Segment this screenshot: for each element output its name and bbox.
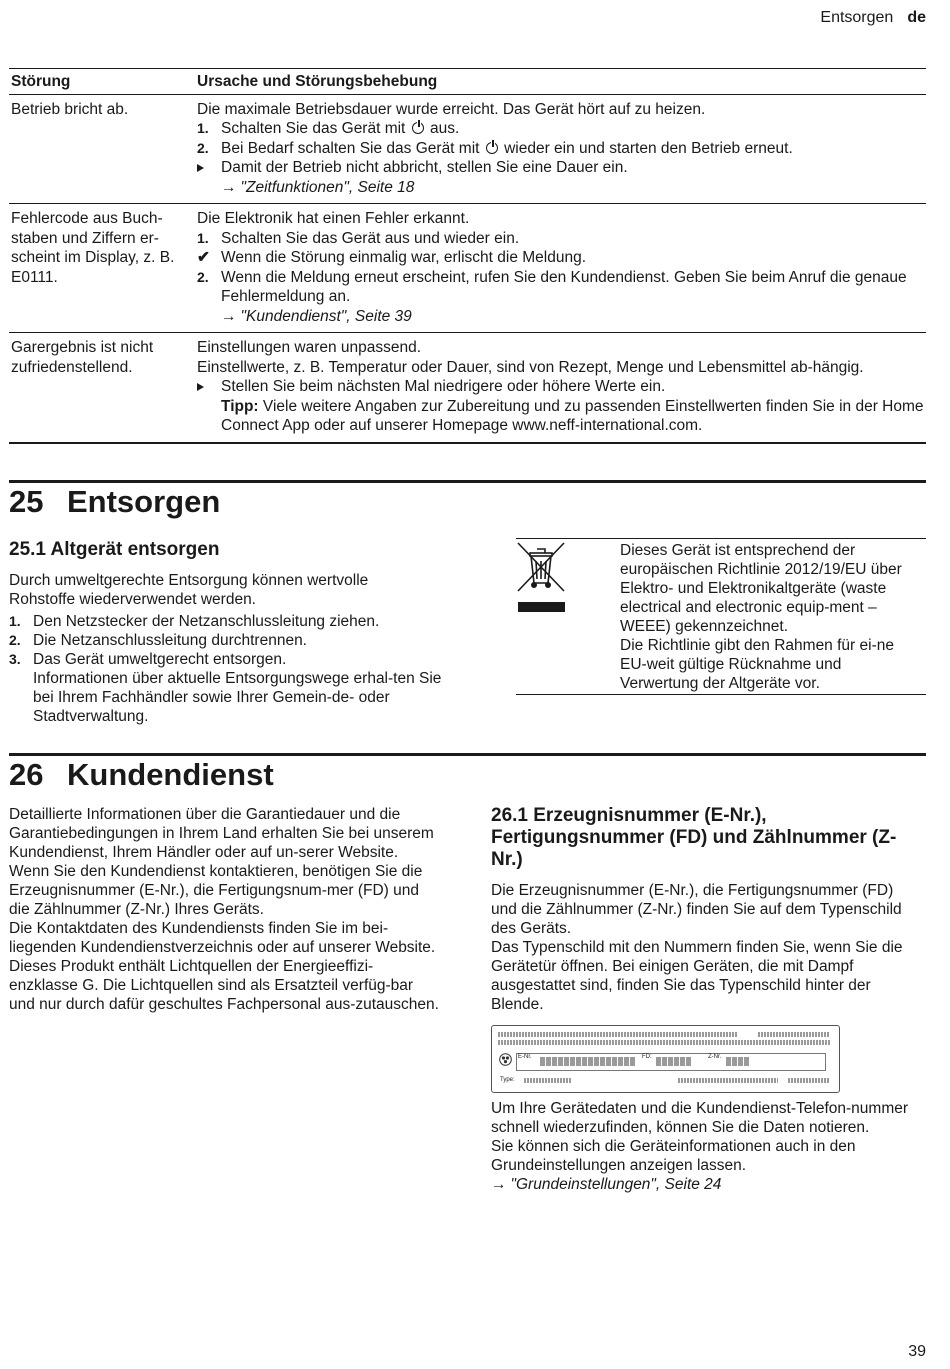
step-number: 1. xyxy=(197,229,209,246)
section-heading-25 xyxy=(9,484,220,520)
paragraph: Das Typenschild mit den Nummern finden Sie, wenn Sie die Gerätetür öffnen. Bei einigen Geräten, die mit Dampf ausgestattet sind, finden Sie das Typenschild hinter der Blende. xyxy=(491,939,903,1013)
step-item xyxy=(197,119,926,139)
step-text-end: wieder ein und starten den Betrieb erneut. xyxy=(499,139,793,157)
fault-cell: Garergebnis ist nicht zufriedenstellend. xyxy=(11,339,154,376)
cause-text: Einstellungen waren unpassend. xyxy=(197,339,422,356)
step-number: 2. xyxy=(197,139,209,156)
bullet-text: Stellen Sie beim nächsten Mal niedrigere oder höhere Werte ein. xyxy=(221,378,666,395)
col-header-fault: Störung xyxy=(11,73,71,90)
weee-paragraph: Die Richtlinie gibt den Rahmen für ei-ne EU-weit gültige Rücknahme und Verwertung der Altgeräte vor. xyxy=(620,637,894,692)
troubleshooting-table xyxy=(9,68,926,444)
step-text: Die Netzanschlussleitung durchtrennen. xyxy=(33,632,307,649)
paragraph: Die Erzeugnisnummer (E-Nr.), die Fertigungsnummer (FD) und die Zählnummer (Z-Nr.) finden Sie auf dem Typenschild des Geräts. xyxy=(491,882,902,937)
result-text: Wenn die Störung einmalig war, erlischt die Meldung. xyxy=(221,249,587,266)
step-number: 1. xyxy=(197,120,209,136)
triangle-bullet-icon xyxy=(197,164,204,172)
step-text: Das Gerät umweltgerecht entsorgen. xyxy=(33,651,287,668)
step-number: 2. xyxy=(9,632,21,648)
table-row xyxy=(9,95,926,205)
section-title: Kundendienst xyxy=(67,757,274,792)
bullet-item xyxy=(197,158,926,178)
cross-reference[interactable] xyxy=(197,178,926,198)
header-language: de xyxy=(907,9,926,26)
cause-cell xyxy=(197,100,926,198)
disposal-info: Informationen über aktuelle Entsorgungswege erhal-ten Sie bei Ihrem Fachhändler sowie Ihrer Gemein-de- oder Stadtverwaltung. xyxy=(33,670,442,725)
section-number: 25 xyxy=(9,484,44,519)
cause-text: Die maximale Betriebsdauer wurde erreicht. Das Gerät hört auf zu heizen. xyxy=(197,100,706,118)
paragraph: Wenn Sie den Kundendienst kontaktieren, benötigen Sie die Erzeugnisnummer (E-Nr.), die Fertigungsnum-mer (FD) und die Zählnummer (Z-Nr.) Ihres Geräts. xyxy=(9,863,423,918)
cause-text: Einstellwerte, z. B. Temperatur oder Dauer, sind von Rezept, Menge und Lebensmittel ab-hängig. xyxy=(197,358,864,376)
rating-plate-image xyxy=(491,1025,840,1093)
weee-paragraph: Dieses Gerät ist entsprechend der europäischen Richtlinie 2012/19/EU über Elektro- und Elektronikaltgeräte (waste electrical and electronic equip-ment – WEEE) gekennzeichnet. xyxy=(620,542,902,635)
cross-reference[interactable] xyxy=(197,307,926,327)
arrow-right-icon: → xyxy=(491,1176,507,1193)
step-item xyxy=(197,229,926,249)
paragraph: Um Ihre Gerätedaten und die Kundendienst-Telefon-nummer schnell wiederzufinden, können Sie die Daten notieren. xyxy=(491,1100,909,1136)
step-text: Wenn die Meldung erneut erscheint, rufen Sie den Kundendienst. Geben Sie beim Anruf die genaue Fehlermeldung an. xyxy=(221,268,907,305)
tip xyxy=(197,397,926,436)
power-icon xyxy=(486,142,498,154)
step-number: 1. xyxy=(9,613,21,629)
device-data-text xyxy=(491,1099,916,1194)
step-number: 3. xyxy=(9,651,21,667)
step-item xyxy=(9,612,449,631)
disposal-steps xyxy=(9,612,449,726)
plate-enr-label: E-Nr. xyxy=(518,1054,532,1060)
table-row xyxy=(9,333,926,444)
plate-fd-label: FD: xyxy=(642,1054,652,1060)
weee-text xyxy=(620,541,920,693)
section-title: Entsorgen xyxy=(67,484,221,519)
tip-label: Tipp: xyxy=(221,397,259,415)
bullet-text: Damit der Betrieb nicht abbricht, stellen Sie eine Dauer ein. xyxy=(221,159,628,176)
cross-reference[interactable] xyxy=(491,1175,916,1194)
reference-text: "Kundendienst", Seite 39 xyxy=(240,307,412,325)
page-number: 39 xyxy=(908,1343,926,1360)
triangle-bullet-icon xyxy=(197,383,204,391)
step-text: Schalten Sie das Gerät mit xyxy=(221,120,410,137)
subsection-heading-25-1: 25.1 Altgerät entsorgen xyxy=(9,539,220,560)
reference-text: "Zeitfunktionen", Seite 18 xyxy=(240,178,415,196)
section-rule xyxy=(9,753,926,756)
col-header-cause: Ursache und Störungsbehebung xyxy=(197,73,438,90)
step-item xyxy=(197,268,926,307)
power-icon xyxy=(412,122,424,134)
result-item xyxy=(197,248,926,268)
paragraph: Sie können sich die Geräteinformationen auch in den Grundeinstellungen anzeigen lassen. xyxy=(491,1138,856,1174)
table-header-row xyxy=(9,69,926,95)
fault-cell: Fehlercode aus Buch-staben und Ziffern er-scheint im Display, z. B. E0111. xyxy=(11,210,175,286)
tip-text: Viele weitere Angaben zur Zubereitung und zu passenden Einstellwerten finden Sie in der Home Connect App oder auf unserer Homepage www.neff-international.com. xyxy=(221,397,924,434)
step-item xyxy=(197,139,926,159)
step-number: 2. xyxy=(197,268,209,285)
serial-number-text xyxy=(491,881,916,1014)
step-text: Schalten Sie das Gerät aus und wieder ein. xyxy=(221,229,520,247)
arrow-right-icon: → xyxy=(221,178,237,196)
step-text: Bei Bedarf schalten Sie das Gerät mit xyxy=(221,139,484,157)
cause-text: Die Elektronik hat einen Fehler erkannt. xyxy=(197,210,470,227)
reference-text: "Grundeinstellungen", Seite 24 xyxy=(510,1176,722,1193)
running-header xyxy=(820,9,926,27)
subsection-heading-26-1: 26.1 Erzeugnisnummer (E-Nr.), Fertigungsnummer (FD) und Zählnummer (Z-Nr.) xyxy=(491,805,897,870)
disposal-intro: Durch umweltgerechte Entsorgung können wertvolle Rohstoffe wiederverwendet werden. xyxy=(9,572,369,608)
section-number: 26 xyxy=(9,757,44,792)
arrow-right-icon: → xyxy=(221,307,237,325)
paragraph: Dieses Produkt enthält Lichtquellen der Energieeffizi-enzklasse G. Die Lichtquellen sind als Ersatzteil verfüg-bar und nur durch dafür geschultes Fachpersonal aus-zutauschen. xyxy=(9,958,439,1013)
section-heading-26 xyxy=(9,757,274,793)
plate-type-label: Type: xyxy=(500,1077,515,1083)
cause-cell xyxy=(197,209,926,326)
bullet-item xyxy=(197,377,926,397)
step-text: Den Netzstecker der Netzanschlussleitung ziehen. xyxy=(33,613,380,630)
plate-znr-label: Z-Nr. xyxy=(708,1054,722,1060)
cause-cell xyxy=(197,338,926,436)
checkmark-icon: ✔ xyxy=(197,249,210,266)
header-section: Entsorgen xyxy=(820,9,894,26)
table-row xyxy=(9,204,926,333)
paragraph: Detaillierte Informationen über die Garantiedauer und die Garantiebedingungen in Ihrem Land erhalten Sie bei unserem Kundendienst, Ihrem Händler oder auf un-serer Website. xyxy=(9,806,434,861)
paragraph: Die Kontaktdaten des Kundendiensts finden Sie im bei-liegenden Kundendienstverzeichnis oder auf unserer Website. xyxy=(9,920,436,956)
step-item xyxy=(9,631,449,650)
section-rule xyxy=(9,480,926,483)
step-text-end: aus. xyxy=(425,120,460,137)
fault-cell: Betrieb bricht ab. xyxy=(11,100,129,118)
plate-logo-icon xyxy=(499,1053,512,1066)
customer-service-text xyxy=(9,805,441,1014)
crossed-out-bin-icon xyxy=(516,541,568,617)
step-item xyxy=(9,650,449,669)
